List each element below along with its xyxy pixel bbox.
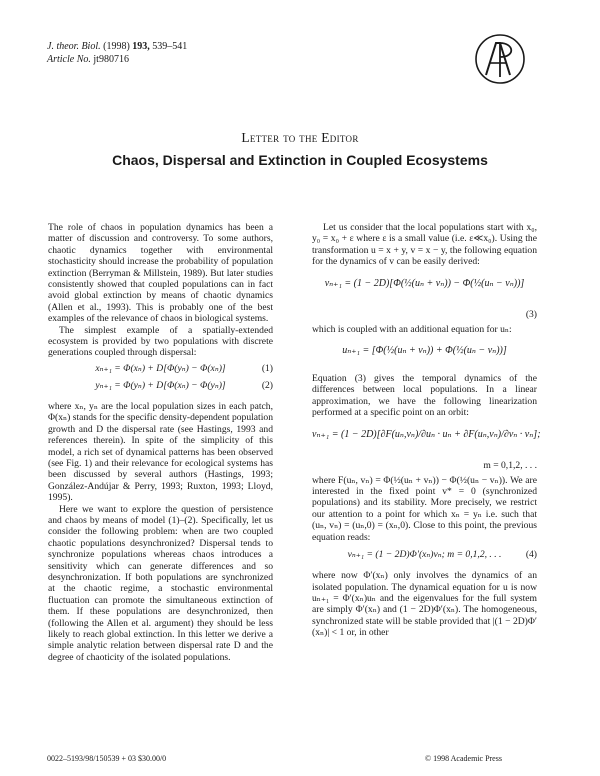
journal-name: J. theor. Biol. <box>47 41 101 52</box>
paragraph: Here we want to explore the question of persistence and chaos by means of model (1)–(2). Specifically, let us consider the following problem: when are two coupled chaotic populations desynchronized? Dispersal tends to synchronize populations whereas chaos introduces a sensitivity which can generate differences and so desynchronization. If both populations are synchronized at the chaotic regime, a stochastic environmental fluctuation can promote the simultaneous extinction of them. If these populations are desynchronized, then (following the Allen et al. argument) they should be less likely to reach global extinction. In this letter we derive a simple analytic relation between dispersal rate D and the degree of chaoticity of the isolated populations. <box>48 503 273 663</box>
equation-number: (4) <box>525 549 537 561</box>
left-column <box>48 222 273 663</box>
article-label: Article No. <box>47 53 91 65</box>
paragraph: where xₙ, yₙ are the local population sizes in each patch, Φ(xₙ) stands for the specific density-dependent population growth and D the dispersal rate (see Hastings, 1993 and references therein). In spite of the simplicity of this model, a rich set of dynamical patterns has been observed (see Fig. 1) and their relevance for ecological systems has been discussed by several authors (Hastings, 1993; González-Andújar & Perry, 1993; Ruxton, 1993; Lloyd, 1995). <box>48 400 273 504</box>
volume: 193, <box>132 41 150 52</box>
footer-copyright: © 1998 Academic Press <box>425 754 502 763</box>
paragraph: where now Φ′(xₙ) only involves the dynamics of an isolated population. The dynamical equation for u is now uₙ₊₁ = Φ′(xₙ)uₙ and the eigenvalues for the full system are simply Φ′(xₙ) and (1 − 2D)Φ′(xₙ). The homogeneous, synchronized state will be stable provided that |(1 − 2D)Φ′(xₙ)| < 1 or, in other <box>312 570 537 639</box>
equation-number: (2) <box>261 379 273 391</box>
article-title: Chaos, Dispersal and Extinction in Coupled Ecosystems <box>112 152 488 168</box>
paragraph: Equation (3) gives the temporal dynamics of the differences between local populations. In a linear approximation, we have the following linearization performed at a specific point on an orbit: <box>312 373 537 419</box>
publisher-logo-icon <box>474 33 526 85</box>
equation-u: uₙ₊₁ = [Φ(½(uₙ + vₙ)) + Φ(½(uₙ − vₙ))] <box>342 345 507 357</box>
paragraph: The role of chaos in population dynamics has been a matter of discussion and controversy. To some authors, chaotic dynamics together with environmental stochasticity should increase the probability of population extinction (Berryman & Millstein, 1989). But later studies consistently showed that coupled populations can in fact avoid global extinction by means of chaotic dynamics (Allen et al., 1993). This is probably one of the best examples of the relevance of chaos in biological systems. <box>48 222 273 325</box>
equation-number: (1) <box>261 362 273 374</box>
equation-number: (3) <box>525 308 537 320</box>
article-line <box>47 54 187 67</box>
paragraph: which is coupled with an additional equation for uₙ: <box>312 323 512 335</box>
paragraph: The simplest example of a spatially-extended ecosystem is provided by two populations with discrete generations coupled through dispersal: <box>48 324 273 359</box>
equation-2: yₙ₊₁ = Φ(yₙ) + D[Φ(xₙ) − Φ(yₙ)] (2) <box>95 379 273 391</box>
right-column <box>312 222 541 639</box>
equation-1: xₙ₊₁ = Φ(xₙ) + D[Φ(yₙ) − Φ(xₙ)] (1) <box>95 362 273 374</box>
equation-3: vₙ₊₁ = (1 − 2D)[Φ(½(uₙ + vₙ)) − Φ(½(uₙ − vₙ))] <box>324 277 525 289</box>
paragraph: Let us consider that the local populations start with x₀, y₀ = x₀ + ε where ε is a small value (i.e. ε≪x₀). Using the transformation u = x + y, v = x − y, the following equation for the dynamics of v can be easily derived: <box>312 222 537 268</box>
page-range: 539–541 <box>152 41 188 52</box>
equation-linearization: vₙ₊₁ = (1 − 2D)[∂F(uₙ,vₙ)/∂uₙ · uₙ + ∂F(uₙ,vₙ)/∂vₙ · vₙ]; <box>312 428 541 440</box>
paragraph: where F(uₙ, vₙ) = Φ(½(uₙ + vₙ)) − Φ(½(uₙ − vₙ)). We are interested in the fixed point v* = 0 (synchronized populations) and its stability. More precisely, we restrict our attention to a point for which xₙ = yₙ i.e. such that (uₙ, vₙ) = (uₙ,0) = (xₙ,0). Close to this point, the previous equation reads: <box>312 474 537 543</box>
equation-4: vₙ₊₁ = (1 − 2D)Φ′(xₙ)vₙ; m = 0,1,2, . . . (4) <box>347 549 537 561</box>
journal-header <box>47 41 187 66</box>
index-range: m = 0,1,2, . . . <box>483 459 537 471</box>
year: (1998) <box>103 41 130 52</box>
article-id: jt980716 <box>93 53 129 65</box>
citation-line <box>47 41 187 54</box>
footer-code: 0022–5193/98/150539 + 03 $30.00/0 <box>47 754 167 763</box>
section-label: Letter to the Editor <box>241 130 359 145</box>
